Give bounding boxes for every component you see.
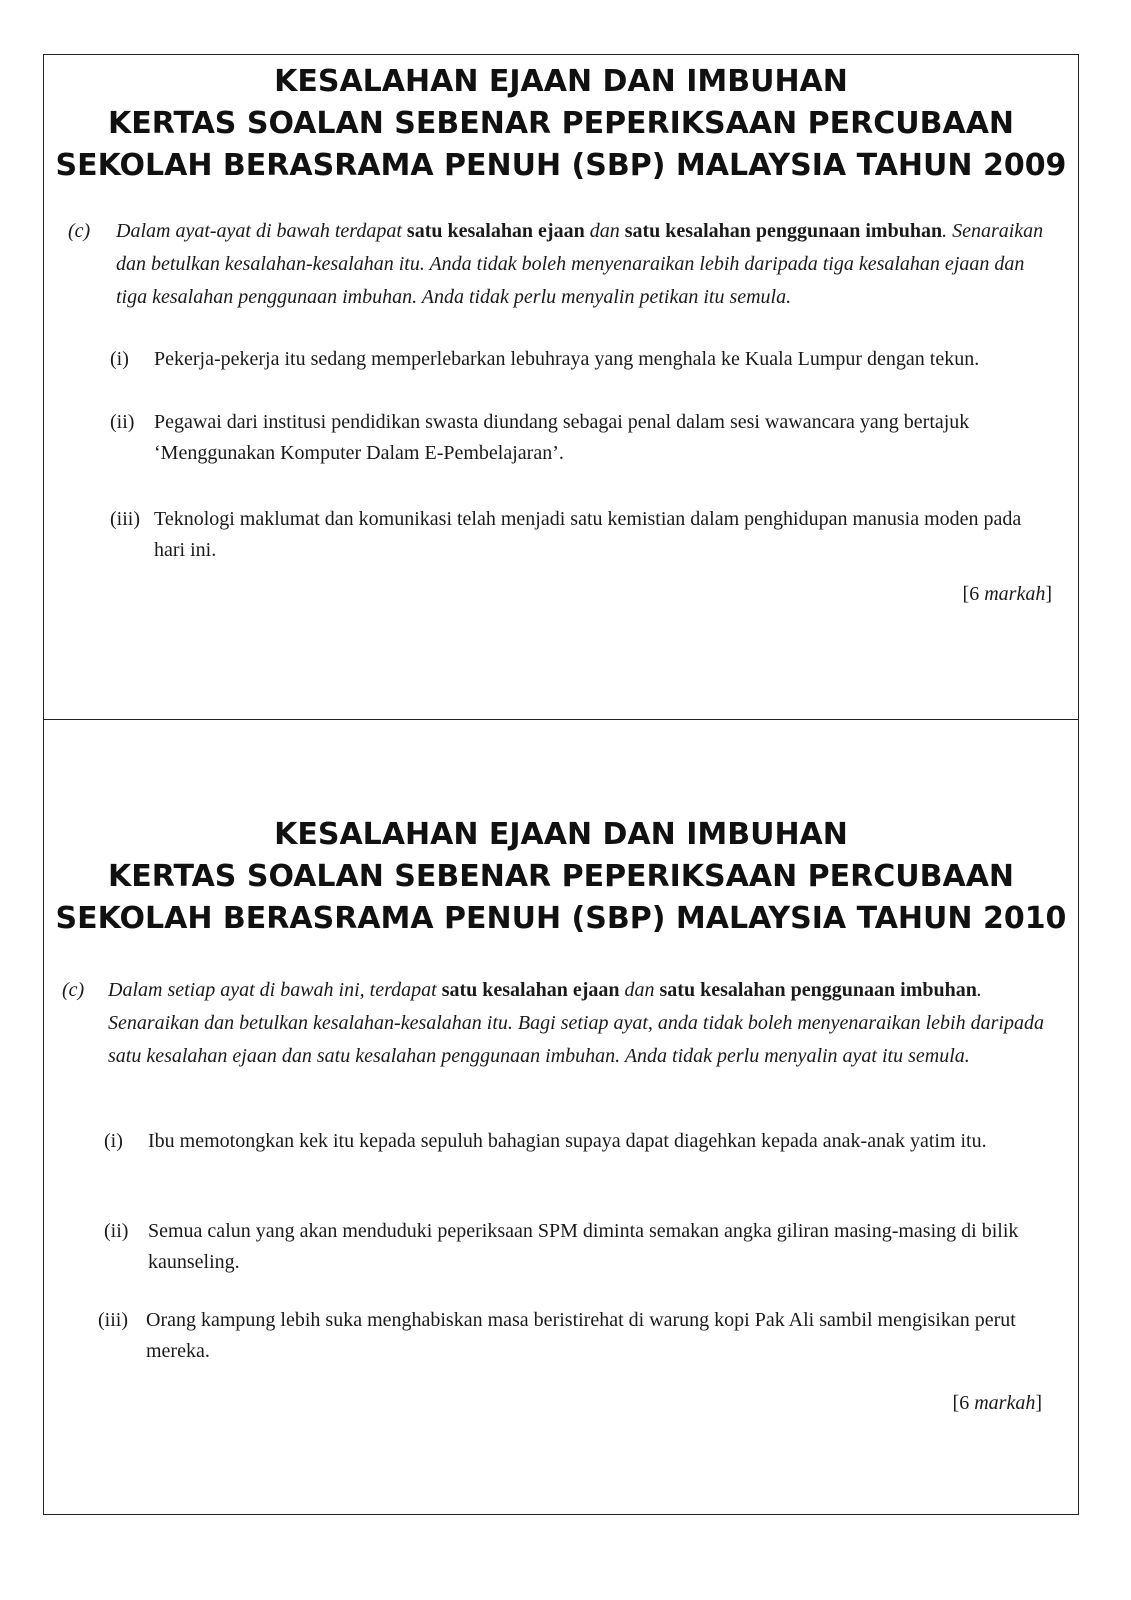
item-text: Pekerja-pekerja itu sedang memperlebarkan lebuhraya yang menghala ke Kuala Lumpur dengan tekun. — [154, 348, 980, 370]
marks-close: ] — [1035, 1392, 1042, 1414]
list-item — [110, 504, 1050, 574]
marks-open: [6 — [962, 583, 985, 605]
instruction-part: dan — [619, 979, 660, 1001]
exam-section-2009 — [43, 54, 1079, 720]
item-number: (iii) — [98, 1309, 128, 1331]
list-item — [110, 344, 1050, 384]
instruction-text — [108, 974, 1048, 1073]
item-text: Ibu memotongkan kek itu kepada sepuluh bahagian supaya dapat diagehkan kepada anak-anak yatim itu. — [148, 1130, 987, 1152]
marks-label — [963, 583, 1052, 606]
item-number: (ii) — [110, 411, 135, 433]
instruction-part: . Senaraikan dan betulkan kesalahan-kesalahan itu. Anda tidak boleh menyenaraikan lebih daripada tiga kesalahan ejaan dan tiga kesalahan penggunaan imbuhan. Anda tidak perlu menyalin petikan itu semula. — [116, 220, 1044, 308]
list-item — [110, 407, 1050, 477]
list-item — [104, 1216, 1044, 1286]
item-text: Pegawai dari institusi pendidikan swasta diundang sebagai penal dalam sesi wawancara yang bertajuk ‘Menggunakan Komputer Dalam E-Pembelajaran’. — [154, 411, 970, 464]
question-instruction — [68, 215, 1068, 335]
section-heading — [44, 61, 1078, 187]
heading-line: KESALAHAN EJAAN DAN IMBUHAN — [274, 64, 848, 99]
marks-word: markah — [984, 583, 1046, 605]
marks-open: [6 — [952, 1392, 975, 1414]
instruction-part: Dalam ayat-ayat di bawah terdapat — [116, 220, 407, 242]
item-number: (iii) — [110, 508, 140, 530]
question-letter: (c) — [68, 220, 91, 242]
marks-label — [953, 1392, 1042, 1415]
heading-line: SEKOLAH BERASRAMA PENUH (SBP) MALAYSIA TAHUN 2010 — [55, 901, 1067, 936]
heading-line: KESALAHAN EJAAN DAN IMBUHAN — [274, 817, 848, 852]
question-letter: (c) — [62, 979, 85, 1001]
exam-section-2010 — [43, 719, 1079, 1515]
marks-word: markah — [974, 1392, 1036, 1414]
instruction-bold: satu kesalahan ejaan — [406, 220, 585, 242]
instruction-bold: satu kesalahan penggunaan imbuhan — [624, 220, 943, 242]
list-item — [104, 1126, 1044, 1196]
item-text: Teknologi maklumat dan komunikasi telah menjadi satu kemistian dalam penghidupan manusia moden pada hari ini. — [154, 508, 1022, 561]
list-item — [98, 1305, 1044, 1375]
instruction-bold: satu kesalahan penggunaan imbuhan — [659, 979, 977, 1001]
instruction-text — [116, 215, 1056, 314]
item-text: Orang kampung lebih suka menghabiskan masa beristirehat di warung kopi Pak Ali sambil mengisikan perut mereka. — [146, 1309, 1016, 1362]
heading-line: SEKOLAH BERASRAMA PENUH (SBP) MALAYSIA TAHUN 2009 — [55, 148, 1067, 183]
heading-line: KERTAS SOALAN SEBENAR PEPERIKSAAN PERCUBAAN — [107, 106, 1015, 141]
instruction-part: Dalam setiap ayat di bawah ini, terdapat — [108, 979, 442, 1001]
instruction-part: dan — [584, 220, 625, 242]
item-number: (i) — [110, 348, 129, 370]
item-number: (i) — [104, 1130, 123, 1152]
item-text: Semua calun yang akan menduduki peperiksaan SPM diminta semakan angka giliran masing-masing di bilik kaunseling. — [148, 1220, 1019, 1273]
question-instruction — [62, 974, 1062, 1104]
instruction-part: . Senaraikan dan betulkan kesalahan-kesalahan itu. Bagi setiap ayat, anda tidak boleh menyenaraikan lebih daripada satu kesalahan ejaan dan satu kesalahan penggunaan imbuhan. Anda tidak perlu menyalin ayat itu semula. — [108, 979, 1044, 1067]
heading-line: KERTAS SOALAN SEBENAR PEPERIKSAAN PERCUBAAN — [107, 859, 1015, 894]
marks-close: ] — [1045, 583, 1052, 605]
item-number: (ii) — [104, 1220, 129, 1242]
section-heading — [44, 814, 1078, 940]
instruction-bold: satu kesalahan ejaan — [441, 979, 620, 1001]
